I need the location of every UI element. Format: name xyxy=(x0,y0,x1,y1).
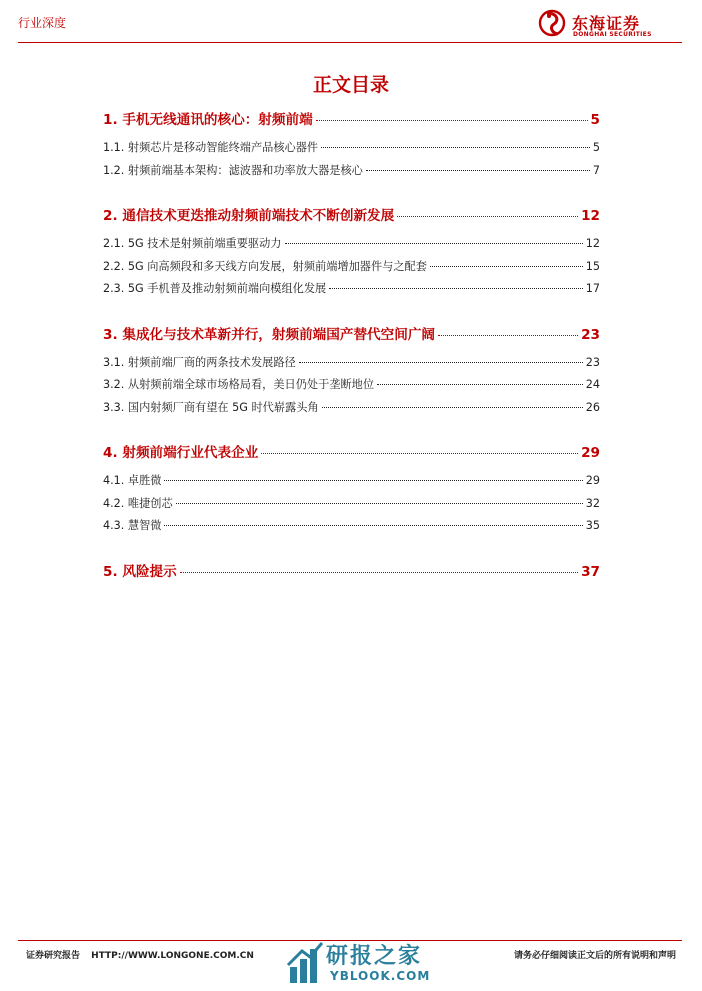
toc-entry-title: 4.1. 卓胜微 xyxy=(103,474,162,487)
report-category-tag: 行业深度 xyxy=(18,16,67,30)
toc-dot-leader xyxy=(299,362,583,363)
toc-dot-leader xyxy=(321,147,590,148)
watermark-chinese: 研报之家 xyxy=(326,944,423,969)
toc-dot-leader xyxy=(316,120,588,121)
toc-subsection-entry[interactable] xyxy=(103,162,600,185)
toc-dot-leader xyxy=(285,243,583,244)
toc-section-entry[interactable] xyxy=(103,108,600,128)
toc-page-number: 37 xyxy=(581,563,600,580)
toc-page-number: 5 xyxy=(590,112,600,128)
toc-entry-title: 4. 射频前端行业代表企业 xyxy=(103,445,259,461)
toc-page-number: 15 xyxy=(585,259,600,273)
toc-dot-leader xyxy=(366,170,590,171)
toc-entry-title: 5. 风险提示 xyxy=(103,563,177,580)
seahorse-logo-icon xyxy=(538,6,570,40)
toc-page-number: 29 xyxy=(585,474,600,487)
toc-entry-title: 2.2. 5G 向高频段和多天线方向发展，射频前端增加器件与之配套 xyxy=(103,259,427,273)
toc-entry-title: 2.1. 5G 技术是射频前端重要驱动力 xyxy=(103,237,282,250)
toc-entry-title: 2.3. 5G 手机普及推动射频前端向模组化发展 xyxy=(103,282,327,295)
toc-dot-leader xyxy=(377,384,583,385)
header-divider xyxy=(18,42,682,43)
toc-subsection-entry[interactable] xyxy=(103,376,600,399)
toc-subsection-entry[interactable] xyxy=(103,235,600,258)
toc-dot-leader xyxy=(430,266,583,267)
footer-left xyxy=(26,948,262,961)
toc-section-entry[interactable] xyxy=(103,441,600,461)
footer-website-link[interactable]: HTTP://WWW.LONGONE.COM.CN xyxy=(91,951,254,961)
toc-subsection-entry[interactable] xyxy=(103,258,600,281)
bar-chart-watermark-icon xyxy=(286,937,326,987)
toc-dot-leader xyxy=(329,288,583,289)
toc-subsection-entry[interactable] xyxy=(103,354,600,377)
toc-page-number: 23 xyxy=(585,355,600,369)
toc-subsection-entry[interactable] xyxy=(103,399,600,422)
table-of-contents xyxy=(103,108,600,591)
toc-entry-title: 1. 手机无线通讯的核心：射频前端 xyxy=(103,112,313,128)
toc-subsection-entry[interactable] xyxy=(103,495,600,518)
toc-section-entry[interactable] xyxy=(103,560,600,580)
toc-entry-title: 2. 通信技术更迭推动射频前端技术不断创新发展 xyxy=(103,208,395,224)
footer-disclaimer: 请务必仔细阅读正文后的所有说明和声明 xyxy=(513,951,676,961)
watermark-english: YBLOOK.COM xyxy=(330,969,431,983)
watermark xyxy=(286,937,466,991)
toc-page-number: 24 xyxy=(585,378,600,391)
toc-page-number: 12 xyxy=(585,237,600,250)
toc-dot-leader xyxy=(180,572,578,573)
toc-entry-title: 3. 集成化与技术革新并行，射频前端国产替代空间广阔 xyxy=(103,326,436,343)
toc-dot-leader xyxy=(438,335,578,336)
toc-page-number: 17 xyxy=(585,282,600,295)
toc-page-number: 7 xyxy=(592,163,600,177)
toc-page-number: 32 xyxy=(585,496,600,510)
toc-dot-leader xyxy=(164,480,582,481)
toc-dot-leader xyxy=(322,407,583,408)
toc-entry-title: 1.1. 射频芯片是移动智能终端产品核心器件 xyxy=(103,141,319,154)
toc-section-entry[interactable] xyxy=(103,323,600,343)
toc-entry-title: 3.1. 射频前端厂商的两条技术发展路径 xyxy=(103,355,296,369)
toc-subsection-entry[interactable] xyxy=(103,139,600,162)
toc-page-number: 12 xyxy=(581,208,600,224)
toc-page-number: 35 xyxy=(585,519,600,532)
toc-page-number: 26 xyxy=(585,400,600,414)
toc-subsection-entry[interactable] xyxy=(103,472,600,495)
toc-dot-leader xyxy=(261,453,578,454)
toc-subsection-entry[interactable] xyxy=(103,517,600,540)
toc-entry-title: 1.2. 射频前端基本架构：滤波器和功率放大器是核心 xyxy=(103,163,363,177)
toc-section-entry[interactable] xyxy=(103,204,600,224)
toc-dot-leader xyxy=(164,525,582,526)
logo-english-name: DONGHAI SECURITIES xyxy=(573,31,652,38)
toc-page-number: 23 xyxy=(581,326,600,343)
toc-entry-title: 3.3. 国内射频厂商有望在 5G 时代崭露头角 xyxy=(103,400,319,414)
toc-entry-title: 4.2. 唯捷创芯 xyxy=(103,496,173,510)
company-logo xyxy=(538,6,688,44)
footer-report-type: 证券研究报告 xyxy=(26,951,81,961)
toc-dot-leader xyxy=(397,216,578,217)
toc-page-number: 5 xyxy=(592,141,600,154)
toc-entry-title: 4.3. 慧智微 xyxy=(103,519,162,532)
toc-dot-leader xyxy=(176,503,583,504)
page-title: 正文目录 xyxy=(312,74,389,96)
toc-page-number: 29 xyxy=(581,445,600,461)
toc-entry-title: 3.2. 从射频前端全球市场格局看，美日仍处于垄断地位 xyxy=(103,378,375,391)
logo-chinese-name: 东海证券 xyxy=(572,14,641,33)
toc-subsection-entry[interactable] xyxy=(103,280,600,303)
